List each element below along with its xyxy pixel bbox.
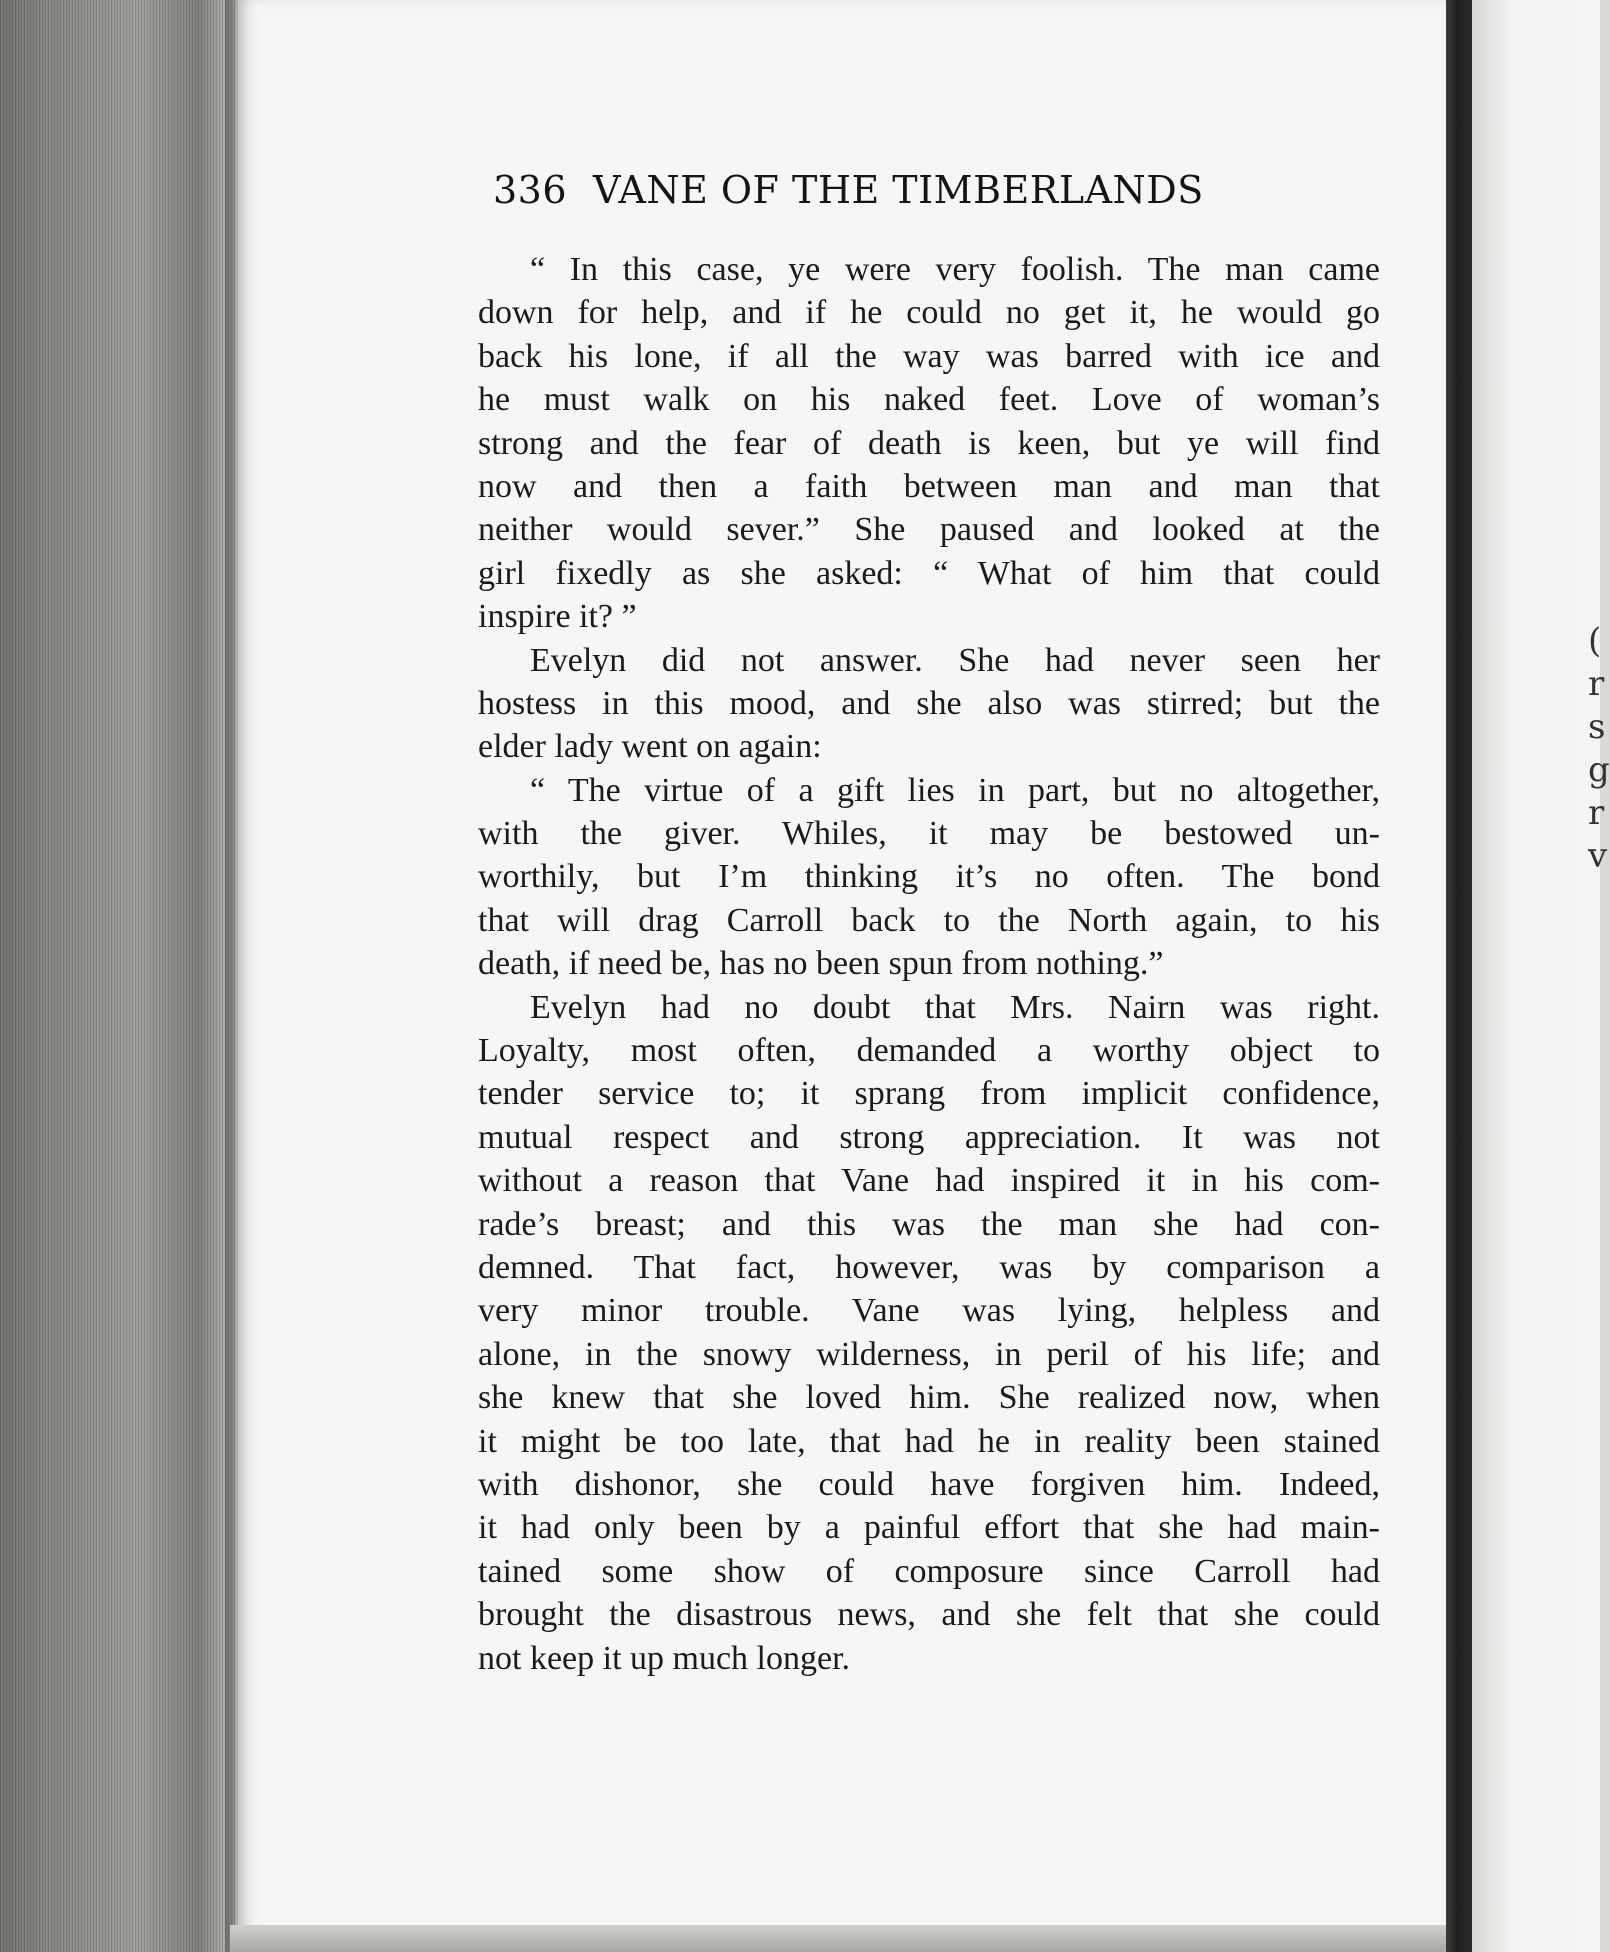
text-line: neither would sever.” She paused and looked at the	[478, 511, 1380, 549]
text-line: brought the disastrous news, and she felt that she could	[478, 1596, 1380, 1634]
running-head	[493, 168, 1204, 212]
text-line: back his lone, if all the way was barred with ice and	[478, 337, 1380, 375]
text-line: that will drag Carroll back to the North again, to his	[478, 901, 1380, 939]
text-line: hostess in this mood, and she also was stirred; but the	[478, 684, 1380, 722]
text-line: mutual respect and strong appreciation. It was not	[478, 1118, 1380, 1156]
paragraph	[478, 639, 1380, 769]
text-line: she knew that she loved him. She realized now, when	[478, 1379, 1380, 1417]
text-line: Evelyn did not answer. She had never seen her	[530, 641, 1380, 679]
text-line: “ In this case, ye were very foolish. The man came	[530, 251, 1380, 288]
text-line: with the giver. Whiles, it may be bestowed un-	[478, 815, 1380, 853]
text-line: with dishonor, she could have forgiven him. Indeed,	[478, 1465, 1380, 1503]
text-line: very minor trouble. Vane was lying, helpless and	[478, 1292, 1380, 1330]
text-line: death, if need be, has no been spun from nothing.”	[478, 945, 1164, 983]
text-line: strong and the fear of death is keen, but ye will find	[478, 424, 1380, 462]
book-fore-edge	[0, 0, 235, 1952]
paragraph	[478, 986, 1380, 1680]
text-line: tained some show of composure since Carroll had	[478, 1552, 1380, 1590]
facing-page-glyph: r	[1588, 664, 1605, 704]
text-line: now and then a faith between man and man that	[478, 467, 1380, 505]
text-line: alone, in the snowy wilderness, in peril of his life; and	[478, 1335, 1380, 1373]
text-line: without a reason that Vane had inspired it in his com-	[478, 1162, 1380, 1200]
text-line: demned. That fact, however, was by comparison a	[478, 1248, 1380, 1286]
text-line: he must walk on his naked feet. Love of woman’s	[478, 381, 1380, 419]
text-line: Loyalty, most often, demanded a worthy object to	[478, 1032, 1380, 1070]
facing-page-edge	[1472, 0, 1600, 1952]
page-bottom-edge	[230, 1925, 1446, 1952]
facing-page-glyph: s	[1588, 707, 1606, 747]
text-line: elder lady went on again:	[478, 728, 822, 766]
text-line: down for help, and if he could no get it, he would go	[478, 294, 1380, 332]
page-number: 336	[493, 168, 568, 212]
facing-page-glyph: r	[1588, 793, 1605, 833]
body-text	[478, 248, 1380, 1680]
text-line: it might be too late, that had he in reality been stained	[478, 1422, 1380, 1460]
facing-page-glyph: v	[1588, 836, 1608, 876]
text-line: Evelyn had no doubt that Mrs. Nairn was right.	[530, 988, 1380, 1026]
text-line: it had only been by a painful effort that she had main-	[478, 1509, 1380, 1547]
text-line: worthily, but I’m thinking it’s no often. The bond	[478, 858, 1380, 896]
facing-page-glyph: g	[1588, 750, 1610, 790]
paragraph	[478, 248, 1380, 639]
text-line: inspire it? ”	[478, 598, 637, 636]
paragraph	[478, 769, 1380, 986]
facing-page-text-fragments	[1588, 620, 1608, 878]
text-line: tender service to; it sprang from implicit confidence,	[478, 1075, 1380, 1113]
text-line: not keep it up much longer.	[478, 1639, 851, 1677]
book-gutter	[1446, 0, 1472, 1952]
text-line: girl fixedly as she asked: “ What of him that could	[478, 554, 1380, 592]
text-line: rade’s breast; and this was the man she had con-	[478, 1205, 1380, 1243]
facing-page-glyph: (	[1588, 621, 1602, 661]
text-line: “ The virtue of a gift lies in part, but no altogether,	[530, 771, 1380, 809]
book-title: VANE OF THE TIMBERLANDS	[593, 168, 1204, 212]
